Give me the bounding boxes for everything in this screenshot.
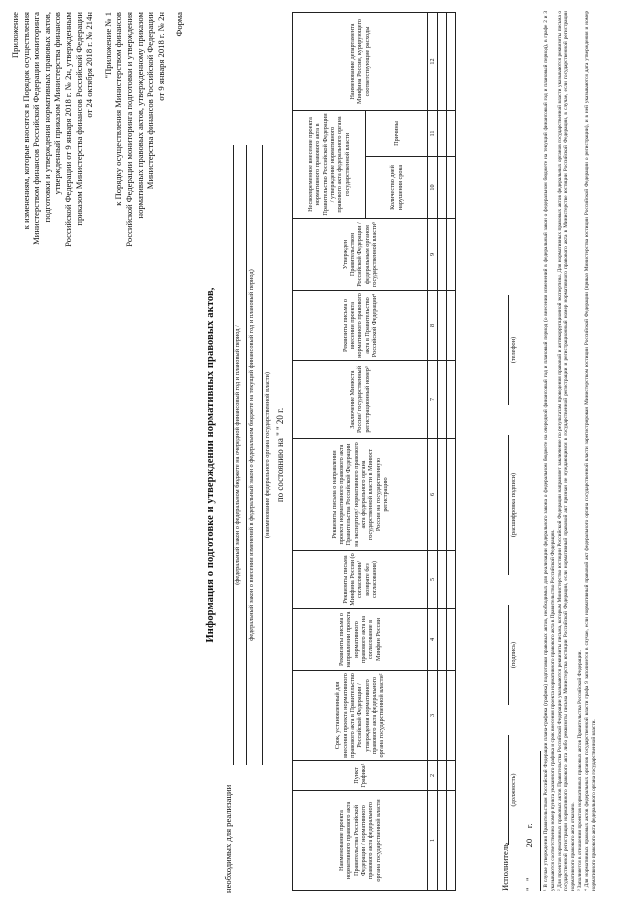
footnote-separator (540, 751, 541, 891)
column-number: 2 (428, 761, 438, 791)
column-number: 7 (428, 361, 438, 439)
column-number: 4 (428, 609, 438, 671)
order-line: Министерства финансов Российской Федерации (145, 12, 156, 190)
law-name-line (222, 145, 234, 765)
appendix-line: к изменениям, которые вносятся в Порядок осуществления (20, 12, 31, 230)
appendix-line: подготовки и утверждения нормативных правовых актов, (41, 12, 52, 223)
footnotes (543, 11, 597, 891)
decoding-caption: (расшифровка подписи) (510, 472, 517, 538)
position-caption: (должность) (510, 773, 517, 807)
authority-name-line (258, 145, 263, 765)
authority-caption: (наименование федерального органа государственной власти) (264, 372, 271, 538)
header-approved: Утвержден Правительством Российской Федерации / федеральным органом государственной власти⁵ (293, 219, 428, 291)
header-department: Наименование департамента Минфина России, курирующего соответствующие расходы (293, 13, 428, 111)
appendix-line: Приложение (10, 12, 20, 59)
column-number: 5 (428, 551, 438, 609)
column-number: 8 (428, 291, 438, 361)
appendix-header (10, 12, 185, 352)
footnote-1: ¹ В случае утверждения Правительством Российской Федерации плана-графика (графика) подготовки правовых актов, необходимых для реализации федерального закона о федеральном бюджете на очередной финансовый год и плановый период (о внесении изменений в федеральный закон о федеральном бюджете на текущий финансовый год и плановый период), в графе 2 и 3 указываются соответственно номер пункта указанного графика и срок внесения проекта нормативного правового акта в Правительство Российской Федерации. (543, 11, 556, 891)
acts-table (292, 12, 456, 891)
order-line: от 9 января 2018 г. № 2н (155, 12, 166, 101)
header-approval-letter: Реквизиты письма о направлении проекта нормативного правового акта на согласование в Минфин России (293, 609, 428, 671)
header-late-group: Несвоевременное внесение проекта нормативного правового акта в Правительство Российской Федерации / утверждение нормативного правового акта федерального органа государственной власти (293, 111, 366, 219)
appendix-line: Российской Федерации от 9 января 2018 г. № 2н, утвержденным (62, 12, 73, 247)
header-submission-letter: Реквизиты письма о внесении проекта нормативного правового акта в Правительство Российской Федерации⁴ (293, 291, 428, 361)
header-minjust-conclusion: Заключение Минюста России/ государственный регистрационный номер³ (293, 361, 428, 439)
order-line: к Порядку осуществления Министерством финансов (113, 12, 124, 206)
header-expertise-letter: Реквизиты письма о направлении проекта нормативного правового акта Правительства Российской Федерации на экспертизу/ нормативного правового акта федерального органа государственной власти в Минюст России на государственную регистрацию (293, 439, 428, 551)
column-number: 10 (428, 157, 438, 219)
law-name-line-2 (242, 145, 247, 765)
column-number: 1 (428, 791, 438, 891)
footnote-3: ³ Заполняется в отношении проектов нормативных правовых актов Правительства Российской Федерации. (576, 650, 583, 891)
column-number: 3 (428, 671, 438, 761)
header-project-name: Наименование проекта нормативного правового акта Правительства Российской Федерации / нормативного правового акта федерального органа государственной власти (293, 791, 428, 891)
appendix-line: Министерством финансов Российской Федерации мониторинга (31, 12, 42, 245)
order-line: Российской Федерации мониторинга подготовки и утверждения (123, 12, 134, 247)
header-schedule-item: Пункт Графика¹ (293, 761, 428, 791)
table-row (438, 13, 447, 891)
table-row (447, 13, 456, 891)
appendix-line: от 24 октября 2018 г. № 214н (84, 12, 95, 118)
header-late-reasons: Причины (366, 111, 428, 157)
column-number: 11 (428, 111, 438, 157)
header-late-days: Количество дней нарушения срока (366, 157, 428, 219)
decoding-line (498, 435, 509, 575)
order-line: нормативных правовых актов, утвержденному приказом (134, 12, 145, 219)
executor-label: Исполнитель (500, 842, 510, 891)
title-prefix: необходимых для реализации (223, 784, 233, 893)
appendix-line: утвержденный приказом Министерства финансов (52, 12, 63, 195)
state-as-of: по состоянию на " " 20 г. (275, 407, 285, 503)
law-caption-2: федеральный закон о внесении изменений в федеральный закон о федеральном бюджете на текущий финансовый год и плановый период) (248, 269, 255, 641)
column-number: 12 (428, 13, 438, 111)
form-label: Форма (174, 12, 185, 37)
phone-line (498, 295, 509, 405)
footnote-4: ⁴ Для нормативных правовых актов федеральных органов государственной власти графа 9 заполняется в случае, если нормативный правовой акт федерального органа государственной власти зарегистрирован Министерством юстиции Российской Федерации (приказ Министерства юстиции Российской Федерации о регистрации), и в ней указываются дата утверждения и номер нормативного правового акта федерального органа государственной власти. (583, 11, 597, 891)
order-line: "Приложение № 1 (102, 12, 113, 79)
document-title: Информация о подготовке и утверждении нормативных правовых актов, (205, 287, 216, 643)
signature-date: " " 20 г. (524, 823, 534, 891)
column-number: 9 (428, 219, 438, 291)
law-caption-1: (федеральный закон о федеральном бюджете на очередной финансовый год и плановый период / (234, 325, 241, 585)
appendix-line: приказом Министерства финансов Российской Федерации (73, 12, 84, 226)
header-minfin-letter: Реквизиты письма Минфина России (о согласовании/ возврате без согласования) (293, 551, 428, 609)
signature-caption: (подпись) (510, 641, 517, 669)
column-number: 6 (428, 439, 438, 551)
signature-line (498, 605, 509, 705)
position-line (498, 735, 509, 845)
header-deadline: Срок, установленный для внесения проекта нормативного правового акта в Правительство Российской Федерации / утверждения нормативного правового акта федерального органа государственной власти² (293, 671, 428, 761)
phone-caption: (телефон) (510, 336, 517, 364)
footnote-2: ² Для проектов нормативных правовых актов Правительства Российской Федерации указываются реквизиты письма, которым Министерство юстиции Российской Федерации направляет заключение по результатам проведения правовой и антикоррупционной экспертизы. Для нормативных правовых актов федеральных органов государственной власти указываются реквизиты письма о государственной регистрации нормативного правового акта либо реквизиты письма Министерства юстиции Российской Федерации, если нормативный правовой акт признан не нуждающимся в государственной регистрации и регистрационный номер нормативного правового акта в Министерстве юстиции Российской Федерации, в случае, если государственной регистрации нормативного правового акта отказано. (556, 11, 577, 891)
